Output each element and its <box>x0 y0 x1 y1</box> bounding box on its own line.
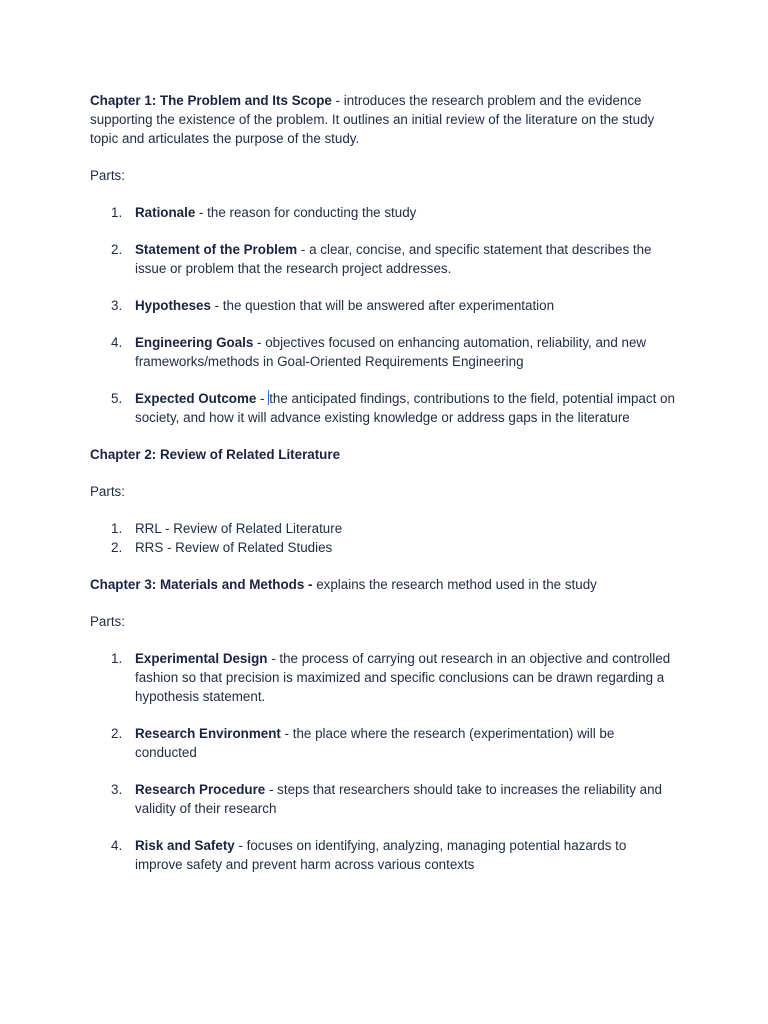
list-term: Expected Outcome <box>135 391 257 406</box>
list-description: - steps that researchers should take to increases the reliability and validity of their research <box>135 782 662 816</box>
list-number: 2. <box>111 726 123 741</box>
list-description: - focuses on identifying, analyzing, managing potential hazards to improve safety and prevent harm across various contexts <box>135 838 627 872</box>
chapter-3-parts-label: Parts: <box>90 614 125 629</box>
list-number: 4. <box>111 838 123 853</box>
list-description: the anticipated findings, contributions to the field, potential impact on society, and how it will advance existing knowledge or address gaps in the literature <box>135 391 675 425</box>
list-number: 5. <box>111 391 123 406</box>
chapter-1-paragraph <box>90 91 676 148</box>
list-item <box>111 333 676 371</box>
list-term: Engineering Goals <box>135 335 254 350</box>
chapter-3-paragraph <box>90 575 676 594</box>
list-description-prefix: - <box>256 391 269 406</box>
list-term: Hypotheses <box>135 298 211 313</box>
list-text: RRS - Review of Related Studies <box>135 540 333 555</box>
list-term: Research Procedure <box>135 782 266 797</box>
chapter-2-paragraph <box>90 445 676 464</box>
list-description: - objectives focused on enhancing automation, reliability, and new frameworks/methods in Goal-Oriented Requirements Engineering <box>135 335 647 369</box>
list-number: 3. <box>111 298 123 313</box>
chapter-3-title: Chapter 3: Materials and Methods - <box>90 577 313 592</box>
list-number: 2. <box>111 242 123 257</box>
list-item <box>111 836 676 874</box>
list-term: Experimental Design <box>135 651 268 666</box>
list-term: Rationale <box>135 205 196 220</box>
chapter-1-title: Chapter 1: The Problem and Its Scope <box>90 93 332 108</box>
chapter-3-description: explains the research method used in the study <box>312 577 597 592</box>
list-description: - the process of carrying out research in an objective and controlled fashion so that precision is maximized and specific conclusions can be drawn regarding a hypothesis statement. <box>135 651 671 704</box>
chapter-1-parts-list <box>90 203 676 427</box>
list-term: Statement of the Problem <box>135 242 298 257</box>
list-term: Risk and Safety <box>135 838 235 853</box>
list-description: - the reason for conducting the study <box>195 205 417 220</box>
chapter-2-parts-list <box>90 519 676 557</box>
list-term: Research Environment <box>135 726 281 741</box>
chapter-2-parts-label: Parts: <box>90 484 125 499</box>
list-item <box>111 780 676 818</box>
list-item <box>111 296 676 315</box>
list-number: 1. <box>111 521 123 536</box>
list-item <box>111 724 676 762</box>
chapter-2-title: Chapter 2: Review of Related Literature <box>90 447 341 462</box>
list-description: - the question that will be answered after experimentation <box>210 298 555 313</box>
list-item <box>111 240 676 278</box>
list-number: 3. <box>111 782 123 797</box>
list-number: 4. <box>111 335 123 350</box>
list-item <box>111 538 676 557</box>
list-number: 1. <box>111 205 123 220</box>
chapter-1-description: - introduces the research problem and the evidence supporting the existence of the problem. It outlines an initial review of the literature on the study topic and articulates the purpose of the study. <box>90 93 655 146</box>
list-description: - the place where the research (experimentation) will be conducted <box>135 726 615 760</box>
list-item <box>111 649 676 706</box>
list-number: 1. <box>111 651 123 666</box>
chapter-1-parts-label: Parts: <box>90 168 125 183</box>
list-description: - a clear, concise, and specific statement that describes the issue or problem that the research project addresses. <box>135 242 652 276</box>
list-number: 2. <box>111 540 123 555</box>
list-item <box>111 519 676 538</box>
list-item <box>111 389 676 427</box>
list-item <box>111 203 676 222</box>
chapter-3-parts-list <box>90 649 676 874</box>
list-text: RRL - Review of Related Literature <box>135 521 343 536</box>
